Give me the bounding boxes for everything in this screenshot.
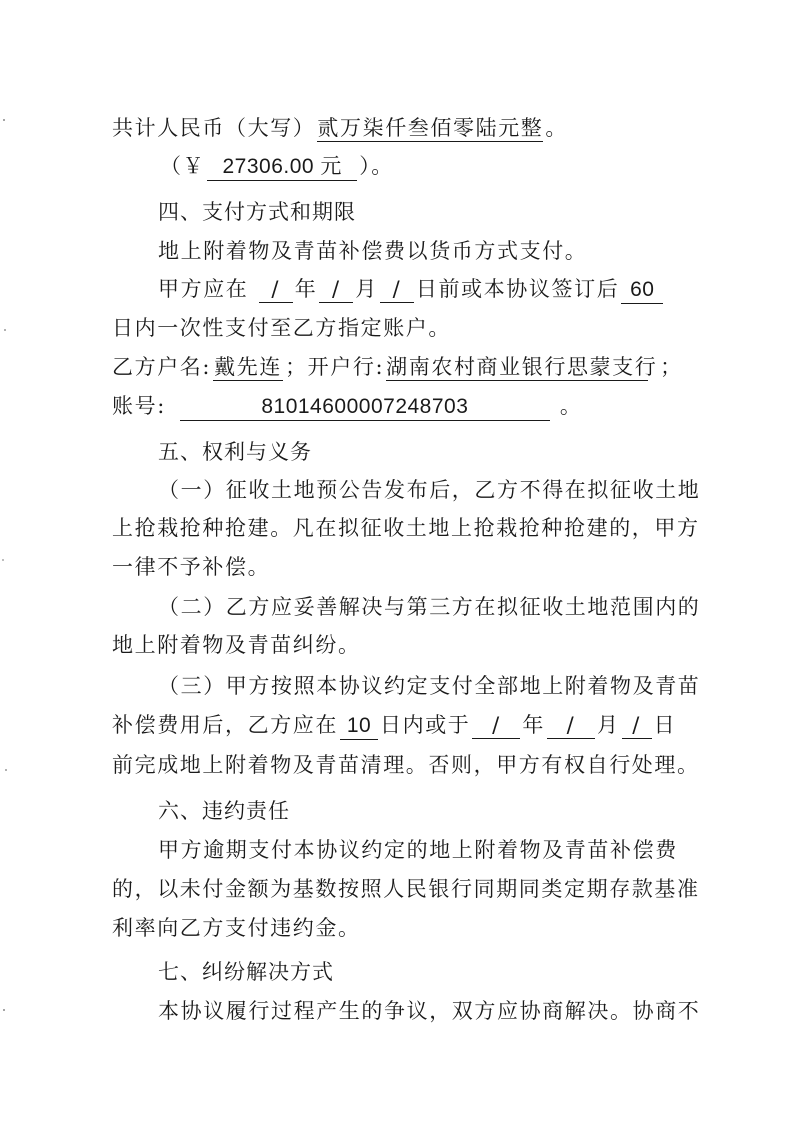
deadline-year-blank: / [259,276,293,303]
account-number: 81014600007248703 [180,394,550,421]
clause-5-1-line-1: （一）征收土地预公告发布后，乙方不得在拟征收土地 [158,478,701,502]
clause-5-3-line-2: 补偿费用后，乙方应在 10 日内或于 / 年 / 月 / 日 [112,710,692,740]
payment-days-value: 60 [621,277,663,304]
account-name-bank-line: 乙方户名: 戴先连 ；开户行:湖南农村商业银行思蒙支行 ； [112,355,683,379]
amount-in-words: 贰万柒仟叁佰零陆元整 [317,116,544,140]
account-holder-name: 戴先连 [214,355,282,379]
payment-deadline-line: 甲方应在 / 年 / 月 / 日前或本协议签订后 60 [158,274,738,304]
clearance-month-blank: / [547,712,595,739]
clause-5-1-line-2: 上抢栽抢种抢建。凡在拟征收土地上抢栽抢种抢建的，甲方 [112,516,700,540]
clause-5-1-line-3: 一律不予补偿。 [112,555,271,579]
clause-5-2-line-1: （二）乙方应妥善解决与第三方在拟征收土地范围内的 [158,595,701,619]
amount-in-numbers: 27306.00 元 [207,154,357,181]
liability-line-1: 甲方逾期支付本协议约定的地上附着物及青苗补偿费 [158,838,678,862]
clearance-year-blank: / [472,712,520,739]
section-7-heading: 七、纠纷解决方式 [158,960,334,984]
deadline-month-blank: / [319,276,353,303]
section-4-heading: 四、支付方式和期限 [158,200,356,224]
clearance-day-blank: / [622,712,652,739]
dispute-line-1: 本协议履行过程产生的争议，双方应协商解决。协商不 [158,999,701,1023]
section-6-heading: 六、违约责任 [158,799,290,823]
total-amount-number-line: （￥ 27306.00 元 ）。 [160,151,740,181]
section-5-heading: 五、权利与义务 [158,440,312,464]
clause-5-2-line-2: 地上附着物及青苗纠纷。 [112,633,361,657]
liability-line-3: 利率向乙方支付违约金。 [112,916,361,940]
deadline-day-blank: / [380,276,414,303]
bank-name: 湖南农村商业银行思蒙支行 [386,355,658,379]
clearance-days-value: 10 [340,713,378,740]
liability-line-2: 的，以未付金额为基数按照人民银行同期同类定期存款基准 [112,877,700,901]
clause-5-3-line-1: （三）甲方按照本协议约定支付全部地上附着物及青苗 [158,674,701,698]
payment-method-text: 地上附着物及青苗补偿费以货币方式支付。 [158,239,588,263]
clause-5-3-line-3: 前完成地上附着物及青苗清理。否则，甲方有权自行处理。 [112,753,700,777]
account-number-line: 账号: 81014600007248703 。 [112,391,692,421]
payment-account-text: 日内一次性支付至乙方指定账户。 [112,316,451,340]
total-amount-words-line: 共计人民币（大写）贰万柒仟叁佰零陆元整。 [112,116,569,140]
